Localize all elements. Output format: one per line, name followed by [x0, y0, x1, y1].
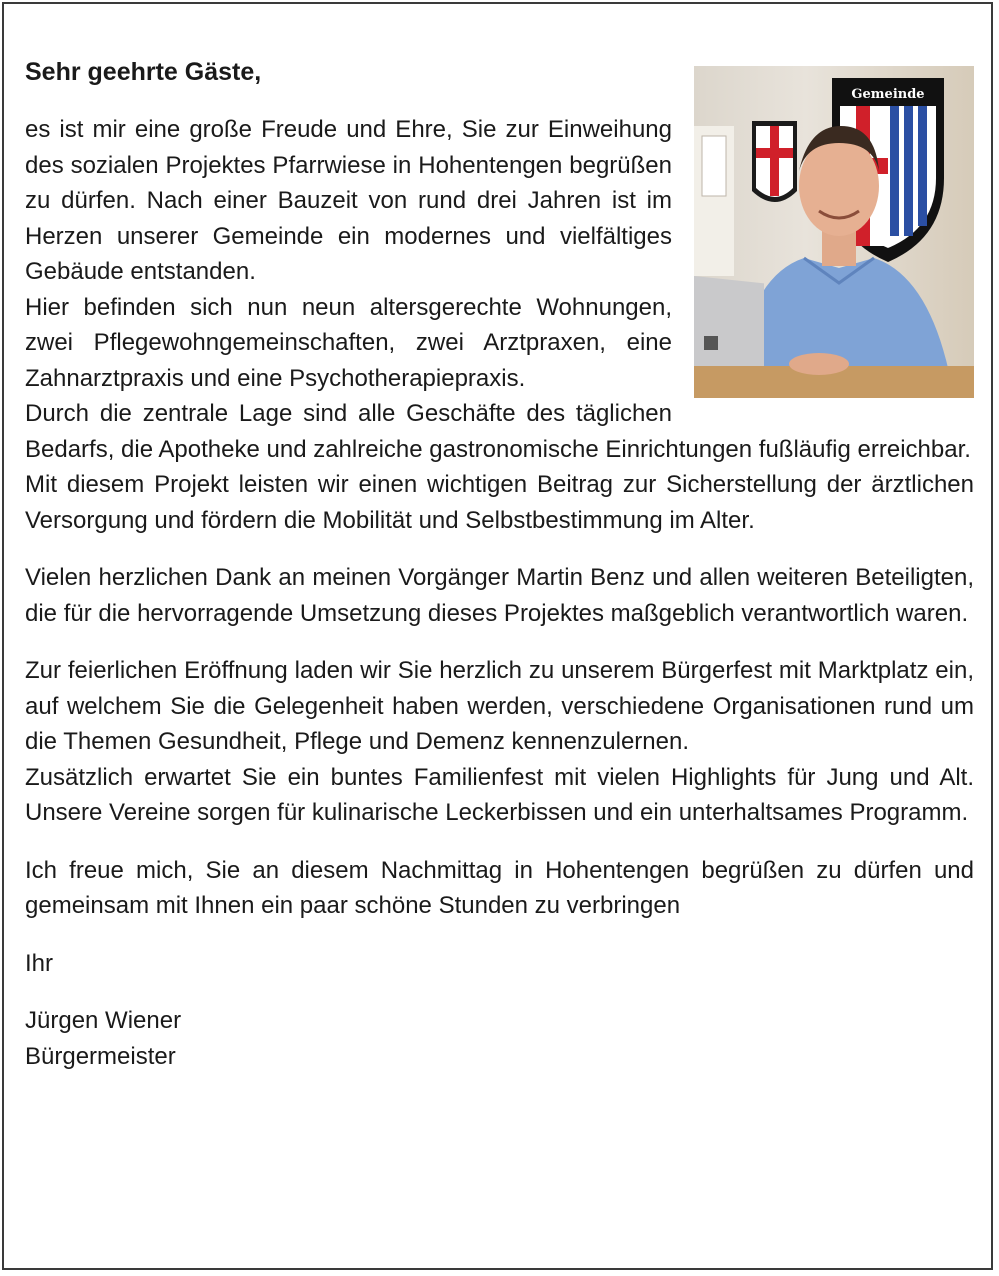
signature-block	[25, 1003, 974, 1074]
paragraph-4: Mit diesem Projekt leisten wir einen wichtigen Beitrag zur Sicherstellung der ärztlichen Versorgung und fördern die Mobilität und Selbstbestimmung im Alter.	[25, 471, 974, 534]
letter-body	[25, 52, 974, 1074]
paragraph-3: Durch die zentrale Lage sind alle Geschäfte des täglichen Bedarfs, die Apotheke und zahlreiche gastronomische Einrichtungen fußläufig erreichbar.	[25, 400, 971, 463]
signer-title: Bürgermeister	[25, 1042, 176, 1070]
paragraph-6: Zur feierlichen Eröffnung laden wir Sie herzlich zu unserem Bürgerfest mit Marktplatz ein, auf welchem Sie die Gelegenheit haben werden, verschiedene Organisationen rund um die Themen Gesundheit, Pflege und Demenz kennenzulernen.	[25, 657, 974, 755]
paragraph-5: Vielen herzlichen Dank an meinen Vorgänger Martin Benz und allen weiteren Beteiligten, die für die hervorragende Umsetzung dieses Projektes maßgeblich verantwortlich waren.	[25, 564, 974, 627]
greeting: Sehr geehrte Gäste,	[25, 58, 262, 86]
signer-name: Jürgen Wiener	[25, 1007, 182, 1034]
paragraph-8: Ich freue mich, Sie an diesem Nachmittag in Hohentengen begrüßen zu dürfen und gemeinsam mit Ihnen ein paar schöne Stunden zu verbringen	[25, 856, 974, 919]
paragraph-7: Zusätzlich erwartet Sie ein buntes Familienfest mit vielen Highlights für Jung und Alt. Unsere Vereine sorgen für kulinarische Leckerbissen und ein unterhaltsames Programm.	[25, 763, 974, 826]
paragraph-2: Hier befinden sich nun neun altersgerechte Wohnungen, zwei Pflegewohngemeinschaften, zwei Arztpraxen, eine Zahnarztpraxis und eine Psychotherapiepraxis.	[25, 293, 672, 392]
paragraph-1: es ist mir eine große Freude und Ehre, Sie zur Einweihung des sozialen Projektes Pfarrwiese in Hohentengen begrüßen zu dürfen. Nach einer Bauzeit von rund drei Jahren ist im Herzen unserer Gemeinde ein modernes und vielfältiges Gebäude entstanden.	[25, 116, 672, 285]
closing: Ihr	[25, 949, 54, 977]
crest-label: Gemeinde	[851, 87, 925, 102]
portrait-illustration	[694, 66, 974, 398]
mayor-portrait-photo	[694, 66, 974, 398]
